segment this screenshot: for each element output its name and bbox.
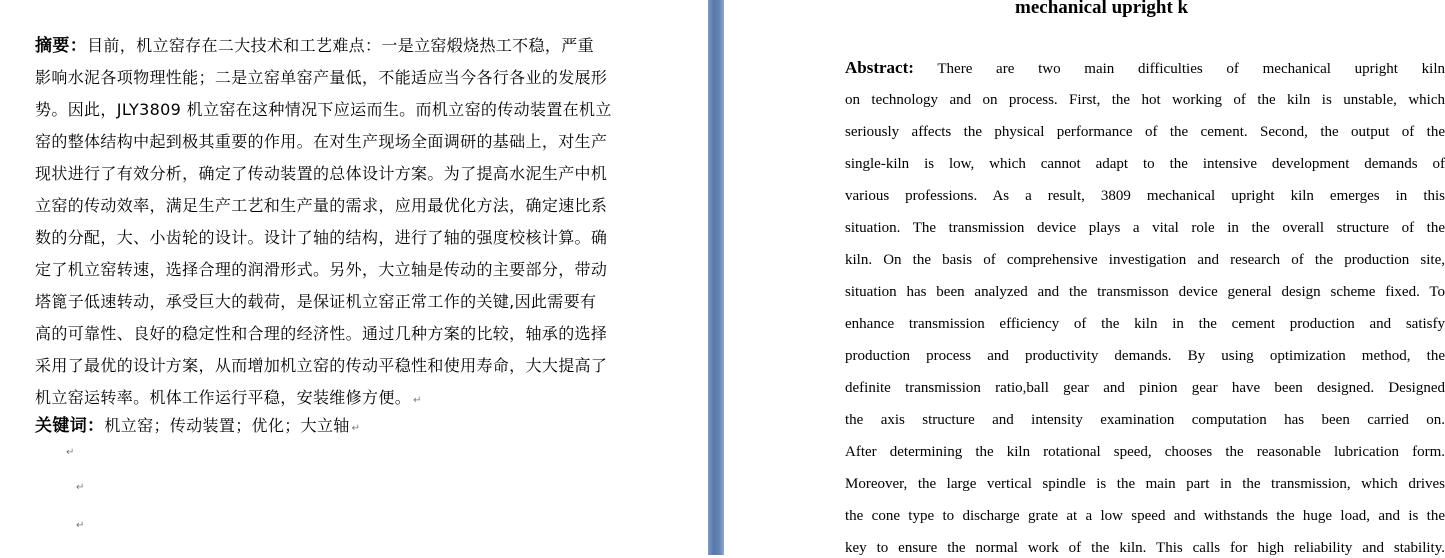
keywords-line	[35, 416, 360, 439]
document-page-left	[0, 0, 708, 555]
abstract-line-10: production process and productivity demands. By using optimization method, the	[845, 348, 1445, 364]
abstract-line-15: the cone type to discharge grate at a low speed and withstands the huge load, and is the	[845, 508, 1445, 524]
abstract-line-11: definite transmission ratio,ball gear and pinion gear have been designed. Designed	[845, 380, 1445, 396]
abstract-line-12: 机立窑运转率。机体工作运行平稳，安装维修方便。 ↵	[35, 388, 422, 407]
keywords-text: 机立窑；传动装置；优化；大立轴	[104, 416, 350, 435]
abstract-line-1: Abstract: There are two main difficulties of mechanical upright kiln	[845, 58, 1445, 77]
abstract-line-9: enhance transmission efficiency of the kiln in the cement production and satisfy	[845, 316, 1445, 332]
paragraph-mark: ↵	[351, 423, 361, 434]
page-gutter	[708, 0, 724, 555]
abstract-line-13: After determining the kiln rotational speed, chooses the reasonable lubrication form.	[845, 444, 1445, 460]
abstract-line-1: 摘要：目前，机立窑存在二大技术和工艺难点：一是立窑煅烧热工不稳，严重	[35, 36, 594, 56]
abstract-label: 摘要：	[35, 36, 88, 56]
abstract-line-6: situation. The transmission device plays a vital role in the overall structure of the	[845, 220, 1445, 236]
abstract-line-2: 影响水泥各项物理性能；二是立窑单窑产量低，不能适应当今各行各业的发展形	[35, 68, 608, 87]
paragraph-mark: ↵	[76, 520, 85, 531]
abstract-line-7: 数的分配，大、小齿轮的设计。设计了轴的结构，进行了轴的强度校核计算。确	[35, 228, 608, 247]
paragraph-mark: ↵	[413, 395, 422, 406]
abstract-line-14: Moreover, the large vertical spindle is the main part in the transmission, which drives	[845, 476, 1445, 492]
paragraph-mark: ↵	[66, 447, 75, 458]
title-fragment: mechanical upright k	[1015, 0, 1189, 18]
abstract-line-7: kiln. On the basis of comprehensive investigation and research of the production site,	[845, 252, 1445, 268]
keywords-label: 关键词：	[35, 416, 105, 436]
abstract-line-11: 采用了最优的设计方案，从而增加机立窑的传动平稳性和使用寿命，大大提高了	[35, 356, 608, 375]
abstract-line-8: situation has been analyzed and the transmisson device general design scheme fixed. To	[845, 284, 1445, 300]
abstract-line-6: 立窑的传动效率，满足生产工艺和生产量的需求，应用最优化方法，确定速比系	[35, 196, 608, 215]
abstract-label: Abstract:	[845, 58, 914, 77]
abstract-line-5: various professions. As a result, 3809 mechanical upright kiln emerges in this	[845, 188, 1445, 204]
document-page-right	[724, 0, 1445, 556]
abstract-line-2: on technology and on process. First, the hot working of the kiln is unstable, which	[845, 92, 1445, 108]
paragraph-mark: ↵	[76, 482, 85, 493]
abstract-line-3: 势。因此，JLY3809 机立窑在这种情况下应运而生。而机立窑的传动装置在机立	[35, 100, 612, 119]
abstract-line-3: seriously affects the physical performance of the cement. Second, the output of the	[845, 124, 1445, 140]
abstract-line-5: 现状进行了有效分析，确定了传动装置的总体设计方案。为了提高水泥生产中机	[35, 164, 608, 183]
abstract-line-4: 窑的整体结构中起到极其重要的作用。在对生产现场全面调研的基础上，对生产	[35, 132, 608, 151]
abstract-line-9: 塔篦子低速转动，承受巨大的载荷，是保证机立窑正常工作的关键,因此需要有	[35, 292, 597, 311]
abstract-line-4: single-kiln is low, which cannot adapt to the intensive development demands of	[845, 156, 1445, 172]
abstract-line-10: 高的可靠性、良好的稳定性和合理的经济性。通过几种方案的比较，轴承的选择	[35, 324, 608, 343]
abstract-line-8: 定了机立窑转速，选择合理的润滑形式。另外，大立轴是传动的主要部分，带动	[35, 260, 608, 279]
abstract-line-12: the axis structure and intensity examination computation has been carried on.	[845, 412, 1445, 428]
abstract-line-16: key to ensure the normal work of the kiln. This calls for high reliability and stability.	[845, 540, 1445, 556]
